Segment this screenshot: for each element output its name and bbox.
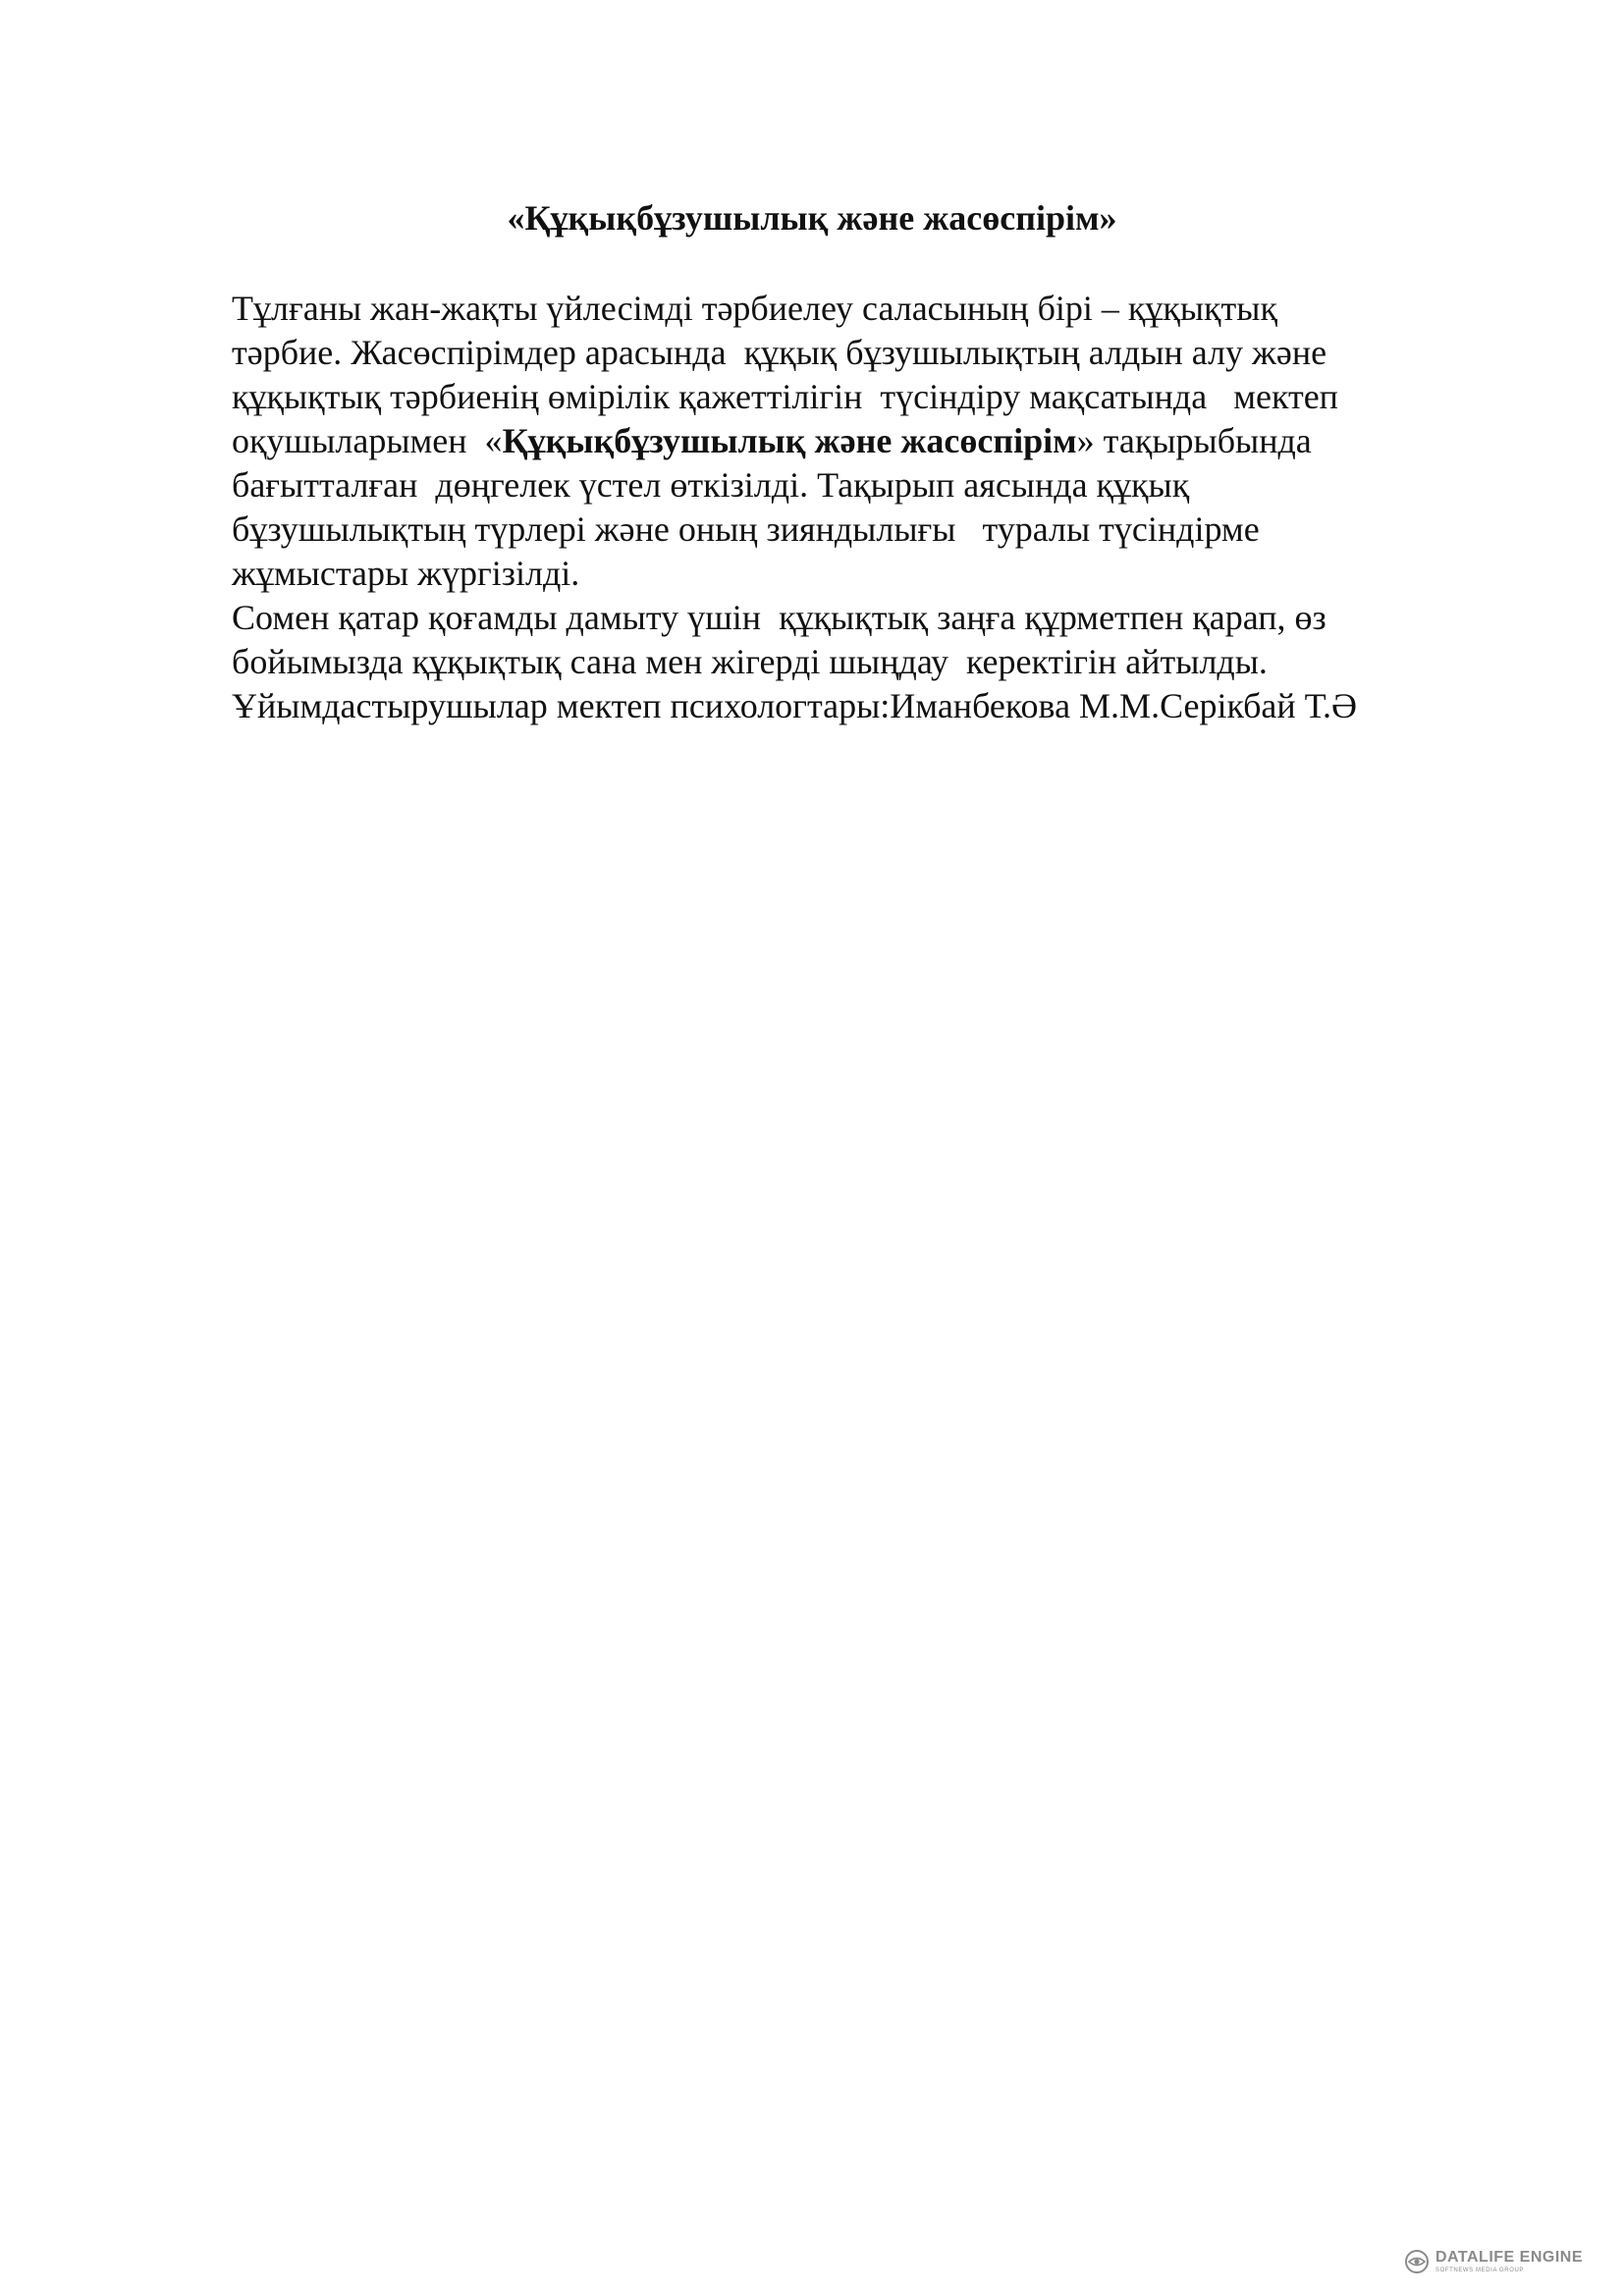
watermark-tagline: SOFTNEWS MEDIA GROUP <box>1435 2268 1524 2273</box>
body-line-3: құқықтық тәрбиенің өмірілік қажеттілігін түсіндіру мақсатында мектеп <box>232 377 1338 416</box>
document-body <box>232 287 1508 728</box>
body-line-4-post: » тақырыбында <box>1076 421 1312 460</box>
body-line-2: тәрбие. Жасөспірімдер арасында құқық бұзушылықтың алдын алу және <box>232 333 1327 372</box>
body-line-7: жұмыстары жүргізілді. <box>232 554 580 593</box>
body-line-9: бойымызда құқықтық сана мен жігерді шыңдау керектігін айтылды. <box>232 642 1268 681</box>
body-line-10: Ұйымдастырушылар мектеп психологтары:Иманбекова М.М.Серікбай Т.Ә <box>232 686 1358 725</box>
body-line-6: бұзушылықтың түрлері және оның зияндылығы туралы түсіндірме <box>232 509 1260 549</box>
watermark-brand: DATALIFE ENGINE <box>1435 2249 1583 2266</box>
body-line-4-bold: Құқықбұзушылық және жасөспірім <box>502 421 1077 460</box>
eye-logo-icon <box>1404 2249 1430 2274</box>
body-line-8: Сомен қатар қоғамды дамыту үшін құқықтық заңға құрметпен қарап, өз <box>232 598 1326 637</box>
body-line-1: Тұлғаны жан-жақты үйлесімді тәрбиелеу саласының бірі – құқықтық <box>232 289 1277 328</box>
document-title <box>0 196 1624 240</box>
title-close-quote: » <box>1099 198 1117 238</box>
watermark-text <box>1435 2250 1583 2273</box>
watermark <box>1404 2249 1583 2274</box>
title-open-quote: « <box>507 198 525 238</box>
body-line-5: бағытталған дөңгелек үстел өткізілді. Тақырып аясында құқық <box>232 465 1190 505</box>
body-line-4-pre: оқушыларымен « <box>232 421 503 460</box>
body-line-4 <box>232 419 1508 463</box>
title-bold-text: Құқықбұзушылық және жасөспірім <box>524 198 1100 238</box>
